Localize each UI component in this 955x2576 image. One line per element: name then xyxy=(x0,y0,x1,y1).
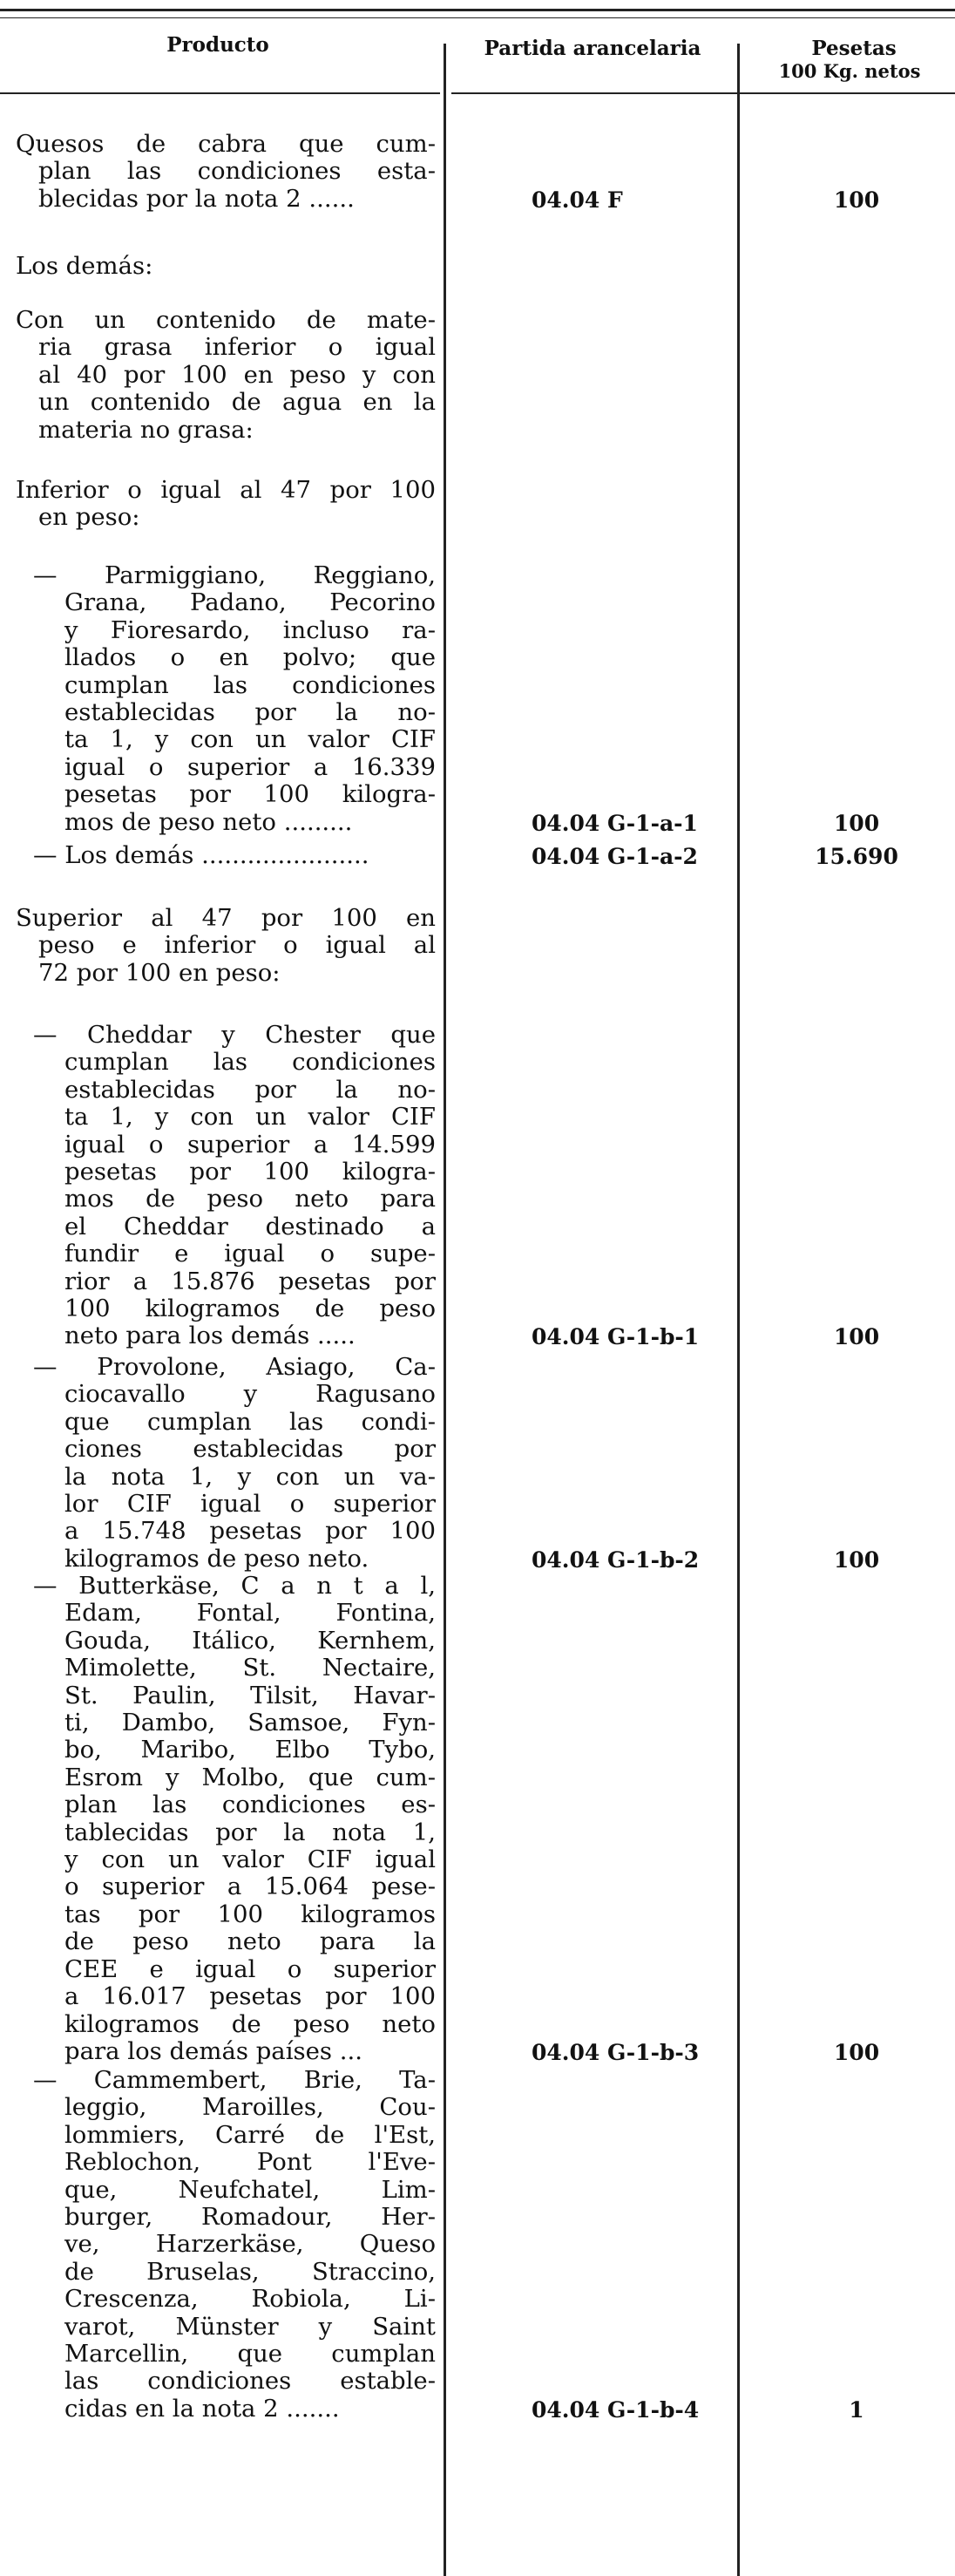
description-line: Edam, Fontal, Fontina, xyxy=(64,1599,436,1628)
description-line: kilogramos de peso neto. xyxy=(64,1544,369,1573)
pesetas-value: 100 xyxy=(833,1546,880,1573)
description-line: Gouda, Itálico, Kernhem, xyxy=(64,1626,436,1655)
description-line: lommiers, Carré de l'Est, xyxy=(64,2120,436,2149)
product-description xyxy=(33,842,436,869)
description-line: materia no grasa: xyxy=(38,415,254,444)
description-line: que cumplan las condi- xyxy=(64,1407,436,1436)
description-line: y Fioresardo, incluso ra- xyxy=(64,615,436,644)
pesetas-value: 100 xyxy=(833,187,880,213)
description-line: en peso: xyxy=(38,503,140,532)
description-line: ve, Harzerkäse, Queso xyxy=(64,2230,436,2259)
description-line: fundir e igual o supe- xyxy=(64,1240,436,1268)
description-line: al 40 por 100 en peso y con xyxy=(38,360,436,389)
pesetas-value: 100 xyxy=(833,2039,880,2065)
header-pesetas-unit: 100 Kg. netos xyxy=(778,60,921,82)
description-line: a 15.748 pesetas por 100 xyxy=(64,1517,436,1546)
header-partida: Partida arancelaria xyxy=(484,37,701,60)
description-line: — Cheddar y Chester que xyxy=(33,1021,436,1049)
description-line: ta 1, y con un valor CIF xyxy=(64,1103,436,1132)
description-line: — Butterkäse, C a n t a l, xyxy=(33,1572,436,1600)
header-producto: Producto xyxy=(166,33,269,57)
description-line: cidas en la nota 2 ....... xyxy=(64,2394,340,2423)
description-line: Esrom y Molbo, que cum- xyxy=(64,1763,436,1791)
description-line: pesetas por 100 kilogra- xyxy=(64,780,436,809)
partida-arancelaria: 04.04 G-1-a-1 xyxy=(532,810,698,836)
product-description xyxy=(16,905,436,987)
description-line: el Cheddar destinado a xyxy=(64,1212,436,1240)
description-line: de Bruselas, Straccino, xyxy=(64,2257,436,2286)
pesetas-value: 100 xyxy=(833,1324,880,1350)
description-line: — Cammembert, Brie, Ta- xyxy=(33,2066,436,2094)
partida-arancelaria: 04.04 G-1-b-1 xyxy=(532,1324,700,1350)
description-line: mos de peso neto para xyxy=(64,1185,436,1213)
description-line: ti, Dambo, Samsoe, Fyn- xyxy=(64,1709,436,1737)
description-line: ria grasa inferior o igual xyxy=(38,333,436,362)
top-rule-thin xyxy=(0,17,955,18)
partida-arancelaria: 04.04 G-1-b-2 xyxy=(532,1546,700,1573)
pesetas-value: 1 xyxy=(849,2396,864,2423)
description-line: ta 1, y con un valor CIF xyxy=(64,725,436,754)
description-line: Quesos de cabra que cum- xyxy=(16,130,436,158)
description-line: Los demás: xyxy=(16,252,153,280)
pesetas-value: 100 xyxy=(833,810,880,836)
pesetas-value: 15.690 xyxy=(815,844,898,869)
description-line: kilogramos de peso neto xyxy=(64,2009,436,2038)
description-line: establecidas por la no- xyxy=(64,1075,436,1104)
product-description xyxy=(33,1022,436,1350)
description-line: establecidas por la no- xyxy=(64,698,436,727)
column-divider-2 xyxy=(737,44,740,2576)
description-line: neto para los demás ..... xyxy=(64,1322,356,1350)
description-line: — Los demás ...................... xyxy=(33,841,369,869)
description-line: CEE e igual o superior xyxy=(64,1954,436,1983)
description-line: o superior a 15.064 pese- xyxy=(64,1873,436,1901)
description-line: cumplan las condiciones xyxy=(64,1048,436,1077)
description-line: pesetas por 100 kilogra- xyxy=(64,1158,436,1186)
description-line: Reblochon, Pont l'Eve- xyxy=(64,2148,436,2177)
product-description xyxy=(16,253,436,280)
partida-arancelaria: 04.04 G-1-a-2 xyxy=(532,844,698,869)
description-line: plan las condiciones es- xyxy=(64,1791,436,1819)
description-line: la nota 1, y con un va- xyxy=(64,1462,436,1491)
description-line: a 16.017 pesetas por 100 xyxy=(64,1982,436,2011)
description-line: mos de peso neto ......... xyxy=(64,807,353,836)
product-description xyxy=(33,2067,436,2423)
description-line: Mimolette, St. Nectaire, xyxy=(64,1654,436,1682)
description-line: — Parmiggiano, Reggiano, xyxy=(33,561,436,589)
description-line: St. Paulin, Tilsit, Havar- xyxy=(64,1681,436,1709)
product-description xyxy=(16,307,436,444)
description-line: y con un valor CIF igual xyxy=(64,1845,436,1874)
description-line: rior a 15.876 pesetas por xyxy=(64,1267,436,1295)
description-line: leggio, Maroilles, Cou- xyxy=(64,2093,436,2122)
product-description xyxy=(16,131,436,213)
description-line: un contenido de agua en la xyxy=(38,388,436,417)
header-rule-left xyxy=(0,92,440,94)
description-line: 100 kilogramos de peso xyxy=(64,1295,436,1323)
description-line: Con un contenido de mate- xyxy=(16,306,436,334)
partida-arancelaria: 04.04 F xyxy=(532,187,623,213)
column-divider-1 xyxy=(444,44,446,2576)
description-line: tas por 100 kilogramos xyxy=(64,1900,436,1928)
product-description xyxy=(33,562,436,836)
description-line: burger, Romadour, Her- xyxy=(64,2203,436,2232)
description-line: de peso neto para la xyxy=(64,1927,436,1956)
header-pesetas: Pesetas xyxy=(811,37,897,60)
description-line: cumplan las condiciones xyxy=(64,670,436,699)
description-line: igual o superior a 14.599 xyxy=(64,1130,436,1159)
description-line: — Provolone, Asiago, Ca- xyxy=(33,1353,436,1381)
description-line: 72 por 100 en peso: xyxy=(38,958,281,987)
partida-arancelaria: 04.04 G-1-b-4 xyxy=(532,2396,700,2423)
description-line: Inferior o igual al 47 por 100 xyxy=(16,476,436,504)
product-description xyxy=(33,1573,436,2065)
description-line: Grana, Padano, Pecorino xyxy=(64,588,436,617)
description-line: Superior al 47 por 100 en xyxy=(16,904,436,932)
description-line: Crescenza, Robiola, Li- xyxy=(64,2285,436,2314)
description-line: ciones establecidas por xyxy=(64,1435,436,1464)
description-line: que, Neufchatel, Lim- xyxy=(64,2175,436,2204)
top-rule xyxy=(0,9,955,11)
partida-arancelaria: 04.04 G-1-b-3 xyxy=(532,2039,700,2065)
description-line: peso e inferior o igual al xyxy=(38,931,436,960)
product-description xyxy=(16,477,436,532)
description-line: las condiciones estable- xyxy=(64,2367,436,2396)
description-line: varot, Münster y Saint xyxy=(64,2312,436,2341)
description-line: para los demás países ... xyxy=(64,2036,362,2065)
description-line: Marcellin, que cumplan xyxy=(64,2340,436,2369)
product-description xyxy=(33,1354,436,1573)
description-line: igual o superior a 16.339 xyxy=(64,752,436,781)
description-line: blecidas por la nota 2 ...... xyxy=(38,184,355,213)
description-line: ciocavallo y Ragusano xyxy=(64,1380,436,1409)
description-line: plan las condiciones esta- xyxy=(38,157,436,186)
description-line: llados o en polvo; que xyxy=(64,643,436,672)
header-rule-right xyxy=(451,92,955,94)
description-line: lor CIF igual o superior xyxy=(64,1490,436,1519)
description-line: bo, Maribo, Elbo Tybo, xyxy=(64,1736,436,1764)
description-line: tablecidas por la nota 1, xyxy=(64,1818,436,1846)
